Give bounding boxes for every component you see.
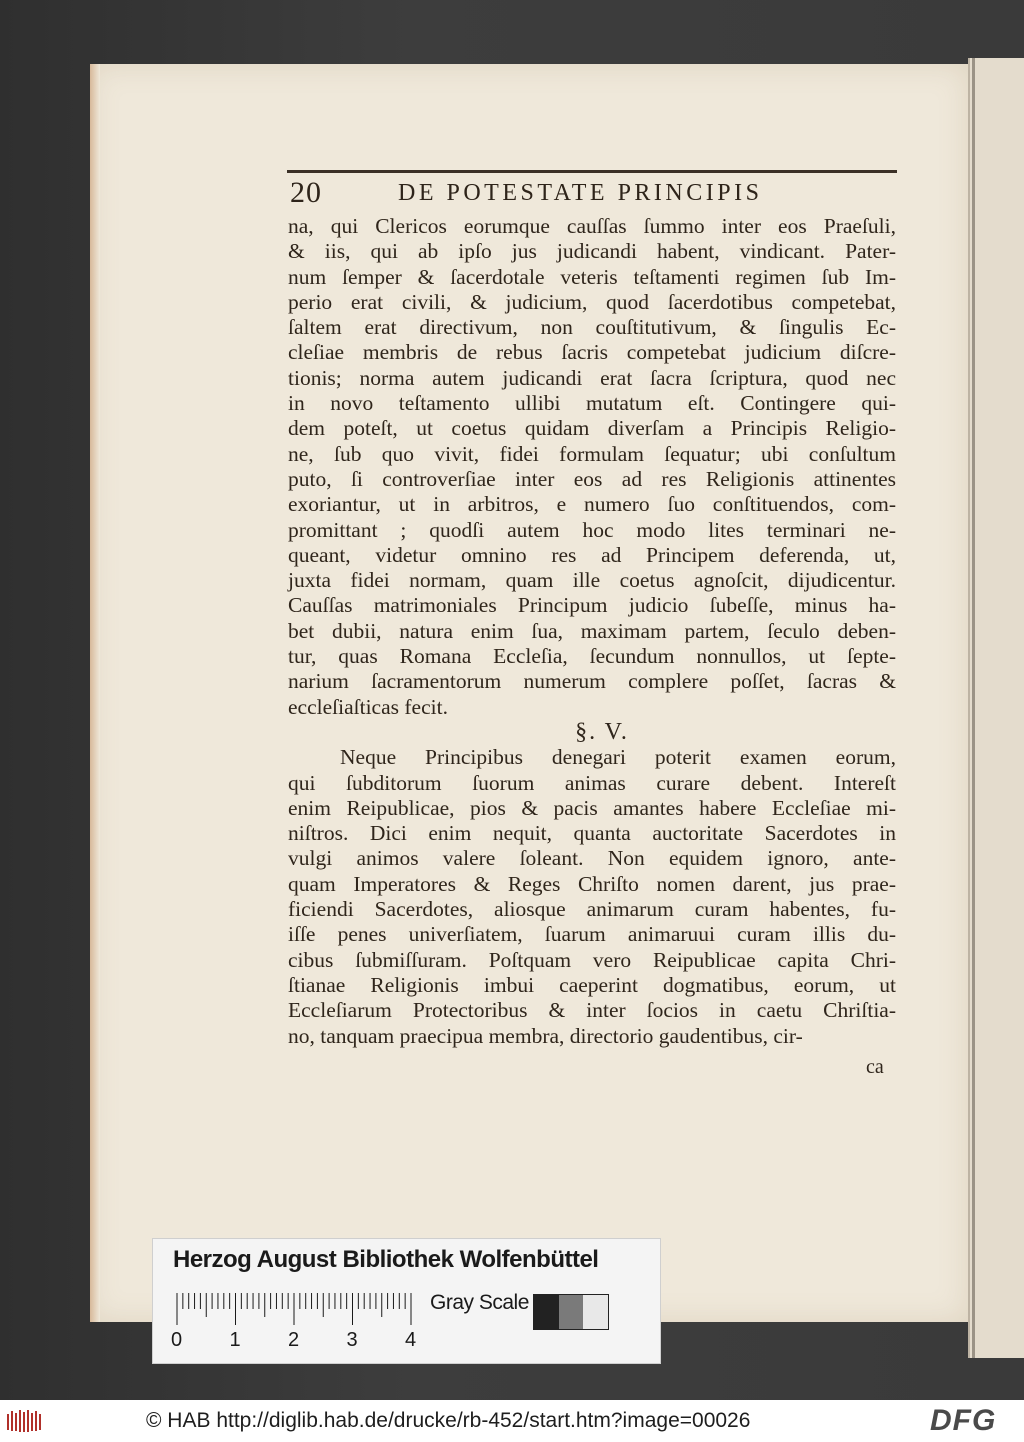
text-line: cibus ſubmiſſuram. Poſtquam vero Reipublicae capita Chri-	[288, 947, 896, 972]
text-line: vulgi animos valere ſoleant. Non equidem ignoro, ante-	[288, 846, 896, 871]
ruler-label: 3	[346, 1329, 358, 1351]
text-line: queant, videtur omnino res ad Principem deferenda, ut,	[288, 542, 896, 567]
text-line: juxta fidei normam, quam ille coetus agnoſcit, dijudicentur.	[288, 568, 896, 593]
text-line: ſaltem erat directivum, non couſtitutivum, & ſingulis Ec-	[288, 315, 896, 340]
text-line: no, tanquam praecipua membra, directorio gaudentibus, cir-	[288, 1023, 803, 1048]
section-heading: §. V.	[575, 718, 629, 745]
gray-scale-swatches	[533, 1294, 609, 1330]
paragraph-after-section	[288, 745, 896, 1049]
text-line: bet dubii, natura enim ſua, maximam partem, ſeculo deben-	[288, 618, 896, 643]
header-rule	[287, 170, 897, 173]
text-line: ficiendi Sacerdotes, aliosque animarum curam habentes, fu-	[288, 897, 896, 922]
text-line: num ſemper & ſacerdotale veteris teſtamenti regimen ſub Im-	[288, 264, 896, 289]
adjacent-page-edge	[968, 58, 1024, 1358]
text-line: narium ſacramentorum numerum complere poſſet, ſacras &	[288, 669, 896, 694]
text-line: eccleſiaſticas fecit.	[288, 694, 448, 719]
text-line: ne, ſub quo vivit, fidei formulam ſequatur; ubi conſultum	[288, 441, 896, 466]
text-line: Neque Principibus denegari poterit examen eorum,	[340, 745, 896, 770]
text-line: exoriantur, ut in arbitros, e numero ſuo conſtituendos, com-	[288, 492, 896, 517]
color-scale-card	[152, 1238, 661, 1364]
ruler-label: 1	[229, 1329, 241, 1351]
gray-scale-label: Gray Scale	[430, 1291, 529, 1314]
catchword: ca	[866, 1056, 884, 1078]
text-line: na, qui Clericos eorumque cauſſas ſummo inter eos Praeſuli,	[288, 214, 896, 238]
text-line: perio erat civili, & judicium, quod ſacerdotibus competebat,	[288, 289, 896, 314]
text-line: in novo teſtamento ullibi mutatum eſt. Contingere qui-	[288, 391, 896, 416]
copyright-url: © HAB http://diglib.hab.de/drucke/rb-452/start.htm?image=00026	[146, 1409, 751, 1432]
page-edge-shadow	[972, 58, 975, 1358]
library-title: Herzog August Bibliothek Wolfenbüttel	[173, 1246, 599, 1273]
ruler-label: 2	[288, 1329, 300, 1351]
ruler-label: 0	[171, 1329, 183, 1351]
paragraph-before-section	[288, 214, 896, 720]
gray-swatch	[583, 1295, 608, 1329]
text-line: ſtianae Religionis imbui caeperint dogmatibus, eorum, ut	[288, 972, 896, 997]
text-line: Cauſſas matrimoniales Principum judicio ſubeſſe, minus ha-	[288, 593, 896, 618]
text-line: Eccleſiarum Protectoribus & inter ſocios in caetu Chriſtia-	[288, 998, 896, 1023]
text-line: quam Imperatores & Reges Chriſto nomen darent, jus prae-	[288, 871, 896, 896]
running-head: DE POTESTATE PRINCIPIS	[398, 180, 763, 206]
text-line: cleſiae membris de rebus ſacris competebat judicium diſcre-	[288, 340, 896, 365]
text-line: promittant ; quodſi autem hoc modo lites terminari ne-	[288, 517, 896, 542]
text-line: tur, quas Romana Eccleſia, ſecundum nonnullos, ut ſepte-	[288, 644, 896, 669]
page-edge-stain	[90, 64, 100, 1322]
text-line: enim Reipublicae, pios & pacis amantes habere Eccleſiae mi-	[288, 795, 896, 820]
text-line: & iis, qui ab ipſo jus judicandi habent, vindicant. Pater-	[288, 239, 896, 264]
body-text	[288, 214, 896, 1049]
text-line: tionis; norma autem judicandi erat ſacra ſcriptura, quod nec	[288, 365, 896, 390]
text-line: puto, ſi controverſiae inter eos ad res Religionis attinentes	[288, 466, 896, 491]
hab-logo-icon	[6, 1408, 44, 1434]
footer-bar	[0, 1400, 1024, 1442]
text-line: qui ſubditorum ſuorum animas curare debent. Intereſt	[288, 770, 896, 795]
text-line: dem poteſt, ut coetus quidam diverſam a Principis Religio-	[288, 416, 896, 441]
text-line: iſſe penes univerſiatem, ſuarum animaruui curam illis du-	[288, 922, 896, 947]
page-number: 20	[290, 176, 322, 209]
gray-swatch	[559, 1295, 584, 1329]
text-line: niſtros. Dici enim nequit, quanta auctoritate Sacerdotes in	[288, 821, 896, 846]
dfg-logo: DFG	[930, 1404, 997, 1437]
gray-swatch	[534, 1295, 559, 1329]
ruler-label: 4	[405, 1329, 417, 1351]
ruler-scale	[175, 1291, 415, 1327]
